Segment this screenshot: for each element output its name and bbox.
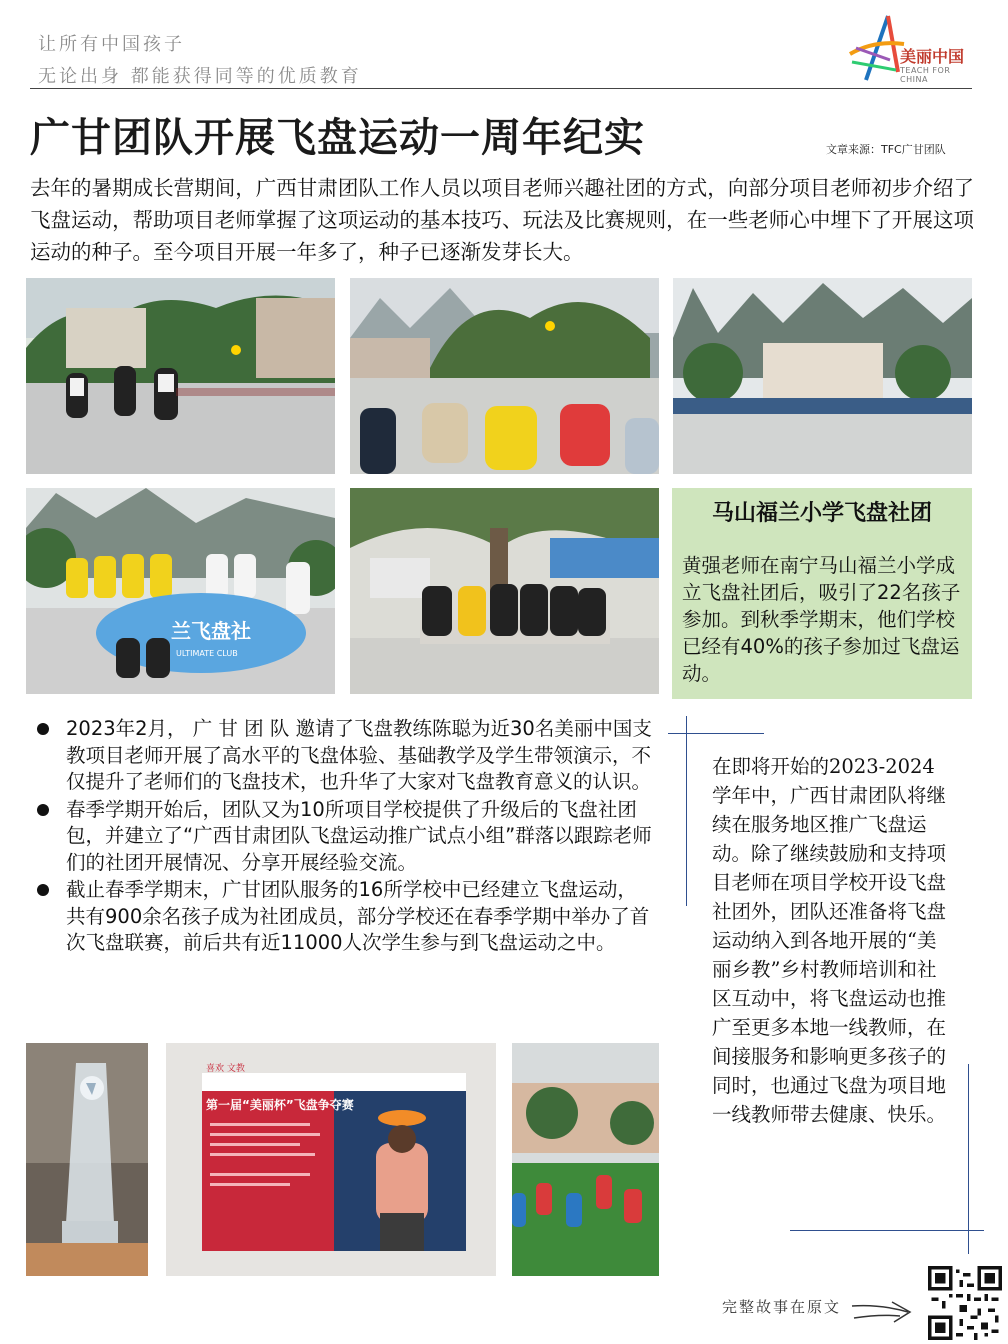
photo-school-crowd (673, 278, 972, 474)
list-item-text: 截止春季学期末，广甘团队服务的16所学校中已经建立飞盘运动，共有900余名孩子成为社团成员，部分学校还在春季学期中举办了首次飞盘联赛，前后共有近11000人次学生参与到飞盘运动之中。 (66, 878, 650, 954)
photo-kids-running (26, 278, 335, 474)
highlight-box (672, 488, 972, 699)
tagline-line-1: 让所有中国孩子 (38, 34, 185, 55)
tagline-line-2: 无论出身 都能获得同等的优质教育 (38, 66, 362, 87)
list-item-text: 春季学期开始后，团队又为10所项目学校提供了升级后的飞盘社团包，并建立了“广西甘肃团队飞盘运动推广试点小组”群落以跟踪老师们的社团开展情况、分享开展经验交流。 (66, 797, 652, 874)
photo-field-game (512, 1043, 659, 1276)
bullet-icon (37, 804, 49, 816)
sidebar-rule-top (668, 733, 764, 734)
article-source: 文章来源：TFC广甘团队 (826, 143, 946, 156)
logo-english-name: TEACH FOR CHINA (900, 66, 951, 84)
photo-kids-on-bench (350, 488, 659, 694)
achievements-list (34, 716, 654, 958)
photo-club-banner-group (26, 488, 335, 694)
highlight-body: 黄强老师在南宁马山福兰小学成立飞盘社团后，吸引了22名孩子参加。到秋季学期末，他们学校已经有40%的孩子参加过飞盘运动。 (682, 554, 961, 685)
bullet-icon (37, 723, 49, 735)
arrow-right-icon (850, 1298, 914, 1324)
highlight-title: 马山福兰小学飞盘社团 (711, 501, 932, 526)
list-item (34, 797, 654, 877)
intro-paragraph: 去年的暑期成长营期间，广西甘肃团队工作人员以项目老师兴趣社团的方式，向部分项目老师初步介绍了飞盘运动，帮助项目老师掌握了这项运动的基本技巧、玩法及比赛规则，在一些老师心中埋下了开展这项运动的种子。至今项目开展一年多了，种子已逐渐发芽长大。 (30, 176, 974, 264)
sidebar-rule-bottom (790, 1230, 984, 1231)
header-divider (30, 88, 972, 89)
photo-kids-watching (350, 278, 659, 474)
list-item (34, 716, 654, 796)
teach-for-china-logo (846, 14, 976, 84)
sidebar-rule-left (686, 716, 687, 906)
poster-corner-text: 喜欢 文教 (206, 1064, 245, 1074)
poster-title: 第一届“美丽杯”飞盘争夺赛 (206, 1098, 354, 1112)
banner-subtext: ULTIMATE CLUB (176, 649, 238, 658)
list-item (34, 877, 654, 957)
star-logo-icon (846, 14, 906, 84)
sidebar-paragraph: 在即将开始的2023-2024学年中，广西甘肃团队将继续在服务地区推广飞盘运动。除了继续鼓励和支持项目老师在项目学校开设飞盘社团外，团队还准备将飞盘运动纳入到各地开展的“美丽乡教”乡村教师培训和社区互动中，将飞盘运动也推广至更多本地一线教师，在间接服务和影响更多孩子的同时，也通过飞盘为项目地一线教师带去健康、快乐。 (712, 755, 947, 1126)
banner-text: 兰飞盘社 (171, 619, 251, 643)
photo-tournament-poster (166, 1043, 496, 1276)
photo-trophy (26, 1043, 148, 1276)
logo-chinese-name: 美丽中国 (900, 47, 965, 66)
article-title: 广甘团队开展飞盘运动一周年纪实 (30, 115, 645, 161)
sidebar-rule-right (968, 1064, 969, 1254)
read-more-text: 完整故事在原文 (722, 1298, 842, 1316)
bullet-icon (37, 884, 49, 896)
list-item-text: 2023年2月， 广 甘 团 队 邀请了飞盘教练陈聪为近30名美丽中国支教项目老师开展了高水平的飞盘体验、基础教学及学生带领演示，不仅提升了老师们的飞盘技术，也升华了大家对飞盘教育意义的认识。 (66, 717, 652, 793)
qr-code[interactable] (928, 1266, 1002, 1340)
